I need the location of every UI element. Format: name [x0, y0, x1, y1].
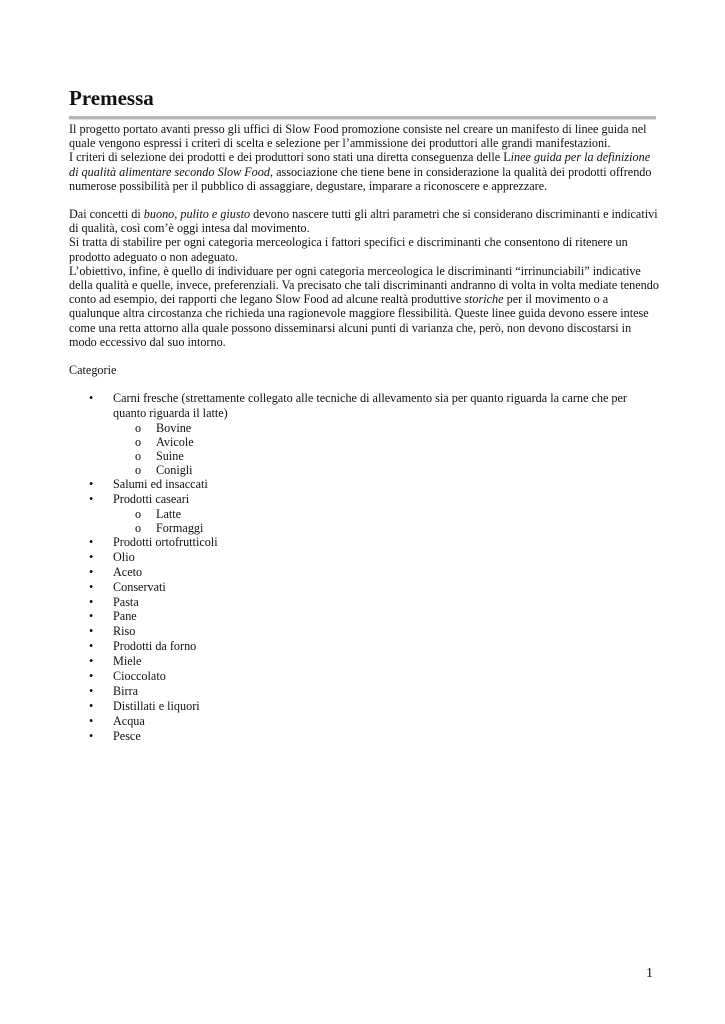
subcategory-item: o Bovine — [113, 421, 661, 435]
text-span: , — [174, 207, 181, 222]
category-label: Cioccolato — [113, 669, 166, 684]
category-label: Pesce — [113, 728, 141, 743]
italic-term: pulito e giusto — [180, 207, 251, 222]
italic-term: buono — [143, 207, 175, 222]
page-title: Premessa — [69, 86, 154, 110]
category-item — [69, 609, 661, 624]
paragraph-factors: Si tratta di stabilire per ogni categoria merceologica i fattori specifici e discriminanti che consentono di ritenere un prodotto adeguato o non adeguato. — [69, 235, 628, 264]
category-item — [69, 714, 661, 729]
paragraph-criteria — [69, 150, 661, 193]
category-item — [69, 624, 661, 639]
subcategory-item: o Conigli — [113, 463, 661, 477]
category-item — [69, 684, 661, 699]
text-span: Dai concetti di — [69, 207, 144, 222]
category-item — [69, 477, 661, 492]
category-item — [69, 550, 661, 565]
category-label: Birra — [113, 683, 139, 698]
italic-term: storiche — [464, 292, 504, 307]
category-label: Prodotti caseari — [113, 491, 190, 506]
subcategory-item: o Formaggi — [113, 521, 661, 535]
category-label: Conservati — [113, 579, 166, 594]
text-span: I criteri di selezione dei prodotti e dei produttori sono stati una diretta conseguenza delle L — [69, 150, 511, 165]
category-item — [69, 729, 661, 744]
paragraph-objective — [69, 264, 661, 349]
category-label: Carni fresche (strettamente collegato alle tecniche di allevamento sia per quanto riguarda la carne che per quanto riguarda il latte) — [113, 391, 627, 421]
text-span: devono nascere tutti gli altri parametri che si considerano discriminanti e indicativi di qualità, così com’è oggi intesa dal movimento. — [69, 207, 658, 236]
italic-title: inee guida per la definizione di qualità alimentare secondo Slow Food — [69, 150, 651, 179]
category-item — [69, 639, 661, 654]
title-divider — [69, 116, 656, 120]
category-label: Pasta — [113, 594, 139, 609]
category-label: Miele — [113, 654, 142, 669]
paragraph-concepts — [69, 207, 661, 235]
category-label: Aceto — [113, 564, 143, 579]
category-label: Prodotti ortofrutticoli — [113, 534, 218, 549]
category-item — [69, 669, 661, 684]
subcategory-item: o Avicole — [113, 435, 661, 449]
categories-list — [69, 391, 661, 743]
text-span: L’obiettivo, infine, è quello di individuare per ogni categoria merceologica le discriminanti “irrinunciabili” indicative della qualità e quelle, invece, preferenziali. Va precisato che tali discriminanti andranno di volta in volta mediate tenendo conto ad esempio, dei rapporti che legano Slow Food ad alcune realtà produttive — [69, 263, 659, 307]
text-span: per il movimento o a qualunque altra circostanza che richieda una ragionevole maggiore flessibilità. Queste linee guida devono essere intese come una retta attorno alla quale possono disseminarsi alcuni punti di varianza che, però, non devono discostarsi in modo eccessivo dal suo intorno. — [69, 292, 649, 349]
category-item — [69, 580, 661, 595]
page-number: 1 — [646, 966, 653, 981]
category-label: Acqua — [113, 713, 145, 728]
category-label: Olio — [113, 549, 135, 564]
subcategory-list — [113, 421, 661, 477]
subcategory-item: o Suine — [113, 449, 661, 463]
category-item — [69, 492, 661, 535]
paragraph-intro: Il progetto portato avanti presso gli uffici di Slow Food promozione consiste nel creare un manifesto di linee guida nel quale vengono espressi i criteri di scelta e selezione per l’ammissione dei produttori alle grandi manifestazioni. — [69, 122, 647, 151]
category-item — [69, 595, 661, 610]
category-label: Prodotti da forno — [113, 639, 197, 654]
category-label: Riso — [113, 624, 136, 639]
category-label: Distillati e liquori — [113, 698, 200, 713]
categories-heading: Categorie — [69, 363, 117, 378]
category-item — [69, 654, 661, 669]
category-item — [69, 391, 661, 477]
text-span: , associazione che tiene bene in considerazione la qualità dei prodotti offrendo numerose possibilità per il pubblico di assaggiare, degustare, imparare a riconoscere e apprezzare. — [69, 164, 652, 193]
subcategory-list — [113, 507, 661, 535]
subcategory-item: o Latte — [113, 507, 661, 521]
category-item — [69, 699, 661, 714]
category-label: Pane — [113, 609, 137, 624]
category-label: Salumi ed insaccati — [113, 477, 208, 492]
document-body — [69, 122, 661, 744]
category-item — [69, 565, 661, 580]
category-item — [69, 535, 661, 550]
